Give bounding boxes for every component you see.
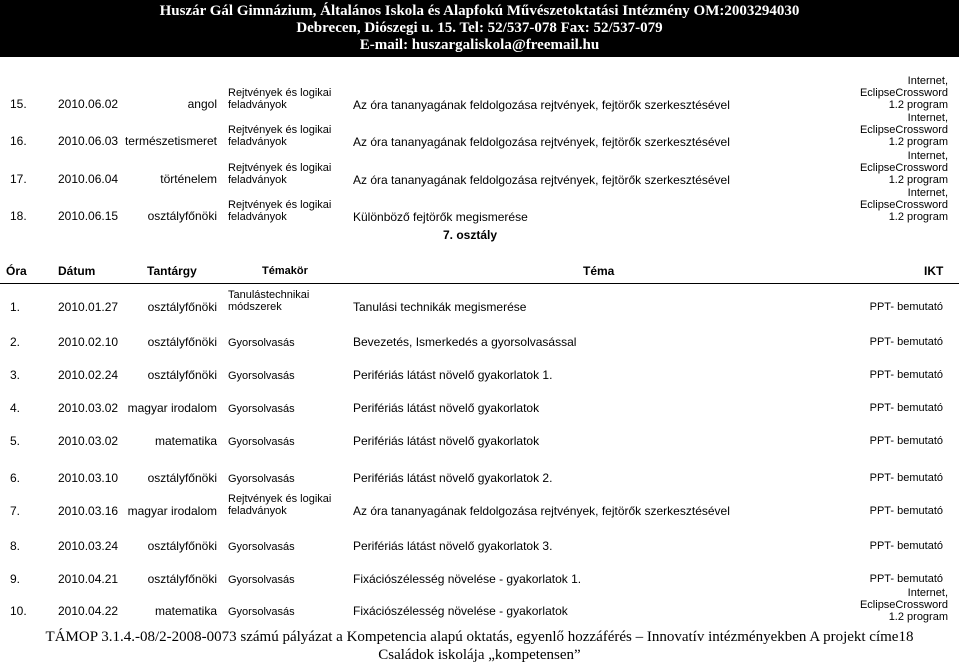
row-topic-line1: Rejtvények és logikai [228, 199, 332, 211]
row-description: Az óra tananyagának feldolgozása rejtvények, fejtörők szerkesztésével [353, 173, 730, 187]
row-subject: osztályfőnöki [147, 300, 217, 314]
table-header-row [0, 264, 959, 282]
row-subject: osztályfőnöki [147, 335, 217, 349]
footer-subtitle: Családok iskolája „kompetensen” [378, 647, 581, 663]
row-ikt-line3: 1.2 program [888, 136, 948, 148]
row-ikt-line3: 1.2 program [888, 99, 948, 111]
row-number: 3. [10, 368, 21, 382]
col-temakor: Témakör [262, 265, 308, 277]
table-row [0, 186, 959, 222]
row-number: 15. [10, 97, 27, 111]
footer [0, 629, 959, 646]
row-topic-line1: Rejtvények és logikai [228, 493, 332, 505]
row-description: Az óra tananyagának feldolgozása rejtvények, fejtörők szerkesztésével [353, 504, 730, 518]
row-ikt-line1: Internet, [907, 187, 948, 199]
row-subject: történelem [160, 172, 217, 186]
row-topic-line2: feladványok [228, 211, 287, 223]
row-ikt-line3: 1.2 program [888, 211, 948, 223]
row-ikt-line3: 1.2 program [888, 174, 948, 186]
row-ikt-line2: EclipseCrossword [859, 599, 948, 611]
row-description: Perifériás látást növelő gyakorlatok [353, 434, 540, 448]
row-number: 8. [10, 539, 21, 553]
table-row [0, 111, 959, 147]
row-ikt: PPT- bemutató [869, 505, 943, 517]
row-ikt: PPT- bemutató [869, 540, 943, 552]
row-ikt-line2: EclipseCrossword [859, 199, 948, 211]
row-topic-line1: Tanulástechnikai [228, 289, 310, 301]
row-topic-line2: feladványok [228, 174, 287, 186]
row-number: 6. [10, 471, 21, 485]
row-ikt-line1: Internet, [907, 112, 948, 124]
row-topic-line2: Gyorsolvasás [228, 606, 295, 618]
row-ikt-line2: EclipseCrossword [859, 87, 948, 99]
col-tema: Téma [583, 264, 615, 278]
row-date: 2010.03.24 [58, 539, 119, 553]
table-row [0, 288, 959, 324]
row-number: 2. [10, 335, 21, 349]
table-row [0, 527, 959, 563]
row-number: 17. [10, 172, 27, 186]
row-date: 2010.02.24 [58, 368, 119, 382]
table-row [0, 492, 959, 528]
section-title: 7. osztály [443, 228, 498, 242]
row-number: 5. [10, 434, 21, 448]
row-number: 1. [10, 300, 21, 314]
row-date: 2010.04.21 [58, 572, 119, 586]
row-topic-line2: Gyorsolvasás [228, 403, 295, 415]
row-description: Perifériás látást növelő gyakorlatok 1. [353, 368, 553, 382]
row-subject: matematika [154, 604, 217, 618]
row-description: Különböző fejtörők megismerése [353, 210, 528, 224]
row-description: Fixációszélesség növelése - gyakorlatok [353, 604, 568, 618]
row-date: 2010.03.10 [58, 471, 119, 485]
row-subject: természetismeret [124, 134, 217, 148]
table-row [0, 149, 959, 185]
footer-project: TÁMOP 3.1.4.-08/2-2008-0073 számú pályázat a Kompetencia alapú oktatás, egyenlő hozzáférés – Innovatív intézményekben A projekt címe [45, 629, 899, 645]
row-date: 2010.06.04 [58, 172, 119, 186]
row-topic-line1: Rejtvények és logikai [228, 162, 332, 174]
table-row [0, 560, 959, 596]
header-email: E-mail: huszargaliskola@freemail.hu [359, 37, 600, 53]
row-topic-line2: Gyorsolvasás [228, 436, 295, 448]
row-date: 2010.04.22 [58, 604, 119, 618]
row-date: 2010.01.27 [58, 300, 119, 314]
row-ikt-line1: Internet, [907, 587, 948, 599]
col-datum: Dátum [58, 264, 96, 278]
row-number: 4. [10, 401, 21, 415]
row-ikt: PPT- bemutató [869, 435, 943, 447]
row-ikt-line1: Internet, [907, 150, 948, 162]
col-ikt: IKT [924, 264, 944, 278]
row-ikt: PPT- bemutató [869, 472, 943, 484]
row-number: 10. [10, 604, 27, 618]
row-date: 2010.03.16 [58, 504, 119, 518]
row-date: 2010.02.10 [58, 335, 119, 349]
row-subject: osztályfőnöki [147, 209, 217, 223]
table-row [0, 459, 959, 495]
table-row [0, 422, 959, 458]
row-number: 7. [10, 504, 21, 518]
row-ikt: PPT- bemutató [869, 402, 943, 414]
row-ikt: PPT- bemutató [869, 336, 943, 348]
row-topic-line1: Rejtvények és logikai [228, 87, 332, 99]
row-date: 2010.03.02 [58, 401, 119, 415]
row-ikt-line2: EclipseCrossword [859, 124, 948, 136]
row-topic-line2: Gyorsolvasás [228, 473, 295, 485]
table-row [0, 323, 959, 359]
row-description: Az óra tananyagának feldolgozása rejtvények, fejtörők szerkesztésével [353, 98, 730, 112]
header-address: Debrecen, Diószegi u. 15. Tel: 52/537-078 Fax: 52/537-079 [296, 20, 663, 36]
row-date: 2010.06.15 [58, 209, 119, 223]
row-description: Bevezetés, Ismerkedés a gyorsolvasással [353, 335, 577, 349]
row-ikt: PPT- bemutató [869, 301, 943, 313]
row-topic-line2: feladványok [228, 505, 287, 517]
page-number: 18 [898, 629, 914, 645]
row-subject: osztályfőnöki [147, 539, 217, 553]
table-row [0, 74, 959, 110]
row-topic-line2: módszerek [228, 301, 282, 313]
row-description: Az óra tananyagának feldolgozása rejtvények, fejtörők szerkesztésével [353, 135, 730, 149]
row-topic-line2: Gyorsolvasás [228, 337, 295, 349]
row-subject: osztályfőnöki [147, 572, 217, 586]
col-tantargy: Tantárgy [147, 264, 197, 278]
row-ikt-line1: Internet, [907, 75, 948, 87]
row-date: 2010.06.03 [58, 134, 119, 148]
row-subject: osztályfőnöki [147, 471, 217, 485]
row-ikt: PPT- bemutató [869, 369, 943, 381]
row-description: Perifériás látást növelő gyakorlatok [353, 401, 540, 415]
row-number: 18. [10, 209, 27, 223]
row-description: Tanulási technikák megismerése [353, 300, 527, 314]
table-row [0, 356, 959, 392]
table-row [0, 587, 959, 628]
row-number: 9. [10, 572, 21, 586]
row-ikt: PPT- bemutató [869, 573, 943, 585]
row-topic-line2: feladványok [228, 136, 287, 148]
header-rule [0, 283, 959, 284]
table-row [0, 389, 959, 425]
row-subject: matematika [154, 434, 217, 448]
row-topic-line2: Gyorsolvasás [228, 370, 295, 382]
row-topic-line2: Gyorsolvasás [228, 574, 295, 586]
row-description: Perifériás látást növelő gyakorlatok 2. [353, 471, 553, 485]
col-ora: Óra [6, 264, 27, 278]
row-subject: angol [187, 97, 217, 111]
row-date: 2010.06.02 [58, 97, 119, 111]
row-topic-line2: Gyorsolvasás [228, 541, 295, 553]
page-header [0, 0, 959, 57]
row-topic-line2: feladványok [228, 99, 287, 111]
row-subject: osztályfőnöki [147, 368, 217, 382]
row-ikt-line2: EclipseCrossword [859, 162, 948, 174]
row-description: Fixációszélesség növelése - gyakorlatok 1. [353, 572, 582, 586]
row-description: Perifériás látást növelő gyakorlatok 3. [353, 539, 553, 553]
row-topic-line1: Rejtvények és logikai [228, 124, 332, 136]
row-subject: magyar irodalom [127, 401, 217, 415]
row-number: 16. [10, 134, 27, 148]
row-subject: magyar irodalom [127, 504, 217, 518]
row-ikt-line3: 1.2 program [888, 611, 948, 623]
header-institution: Huszár Gál Gimnázium, Általános Iskola és Alapfokú Művészetoktatási Intézmény OM:2003294030 [159, 3, 800, 19]
row-date: 2010.03.02 [58, 434, 119, 448]
